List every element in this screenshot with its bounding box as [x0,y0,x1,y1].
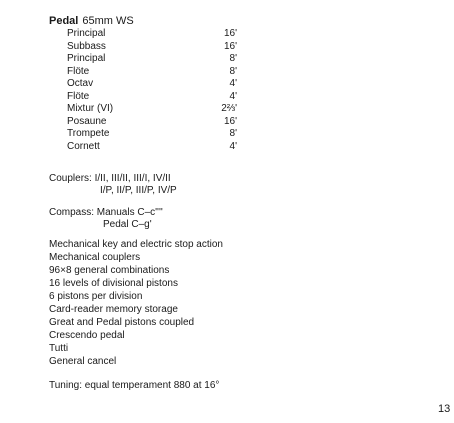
stop-pitch: 16' [223,28,237,39]
feature-item: Great and Pedal pistons coupled [49,317,195,328]
feature-item: General cancel [49,356,117,367]
feature-item: Card-reader memory storage [49,304,178,315]
stop-pitch: 4' [229,78,237,89]
feature-item: 6 pistons per division [49,291,143,302]
stop-pitch: 8' [229,53,237,64]
tuning-note: Tuning: equal temperament 880 at 16° [49,380,220,391]
stop-name: Flöte [67,65,90,77]
stop-pitch: 8' [229,65,237,77]
wind-pressure: 65mm WS [82,15,134,27]
feature-item: 16 levels of divisional pistons [49,278,178,289]
stop-row [67,79,237,92]
stop-row [67,104,237,117]
stop-name: Cornett [67,140,100,152]
stop-name: Flöte [67,90,90,102]
stop-row [67,129,237,142]
stop-pitch: 16' [223,115,237,127]
feature-item: 96×8 general combinations [49,265,170,276]
stop-name: Posaune [67,115,107,127]
feature-item: Mechanical key and electric stop action [49,239,223,250]
division-heading [49,16,134,27]
couplers-line-2: I/P, II/P, III/P, IV/P [100,185,177,196]
compass-line-2: Pedal C–g' [103,219,152,230]
couplers-section [49,173,177,196]
stop-row [67,29,237,42]
stop-name: Principal [67,53,106,64]
feature-item: Crescendo pedal [49,330,125,341]
stop-pitch: 4' [229,140,237,152]
feature-item: Mechanical couplers [49,252,141,263]
stop-row [67,54,237,67]
stop-pitch: 16' [223,40,237,52]
compass-section [49,207,163,230]
stop-name: Subbass [67,40,106,52]
stop-pitch: 8' [229,128,237,139]
stop-row [67,142,237,155]
stop-name: Principal [67,28,106,39]
page-number: 13 [438,403,451,415]
stop-pitch: 4' [229,90,237,102]
feature-list [49,240,223,370]
feature-item: Tutti [49,343,69,354]
stop-name: Octav [67,78,94,89]
stop-name: Mixtur (VI) [67,103,114,114]
compass-line-1: Compass: Manuals C–c'''' [49,207,163,218]
stop-pitch: 2⅔' [221,103,237,114]
couplers-line-1: Couplers: I/II, III/II, III/I, IV/II [49,173,171,184]
division-name: Pedal [49,15,79,27]
stop-list [67,29,237,154]
stop-name: Trompete [67,128,110,139]
